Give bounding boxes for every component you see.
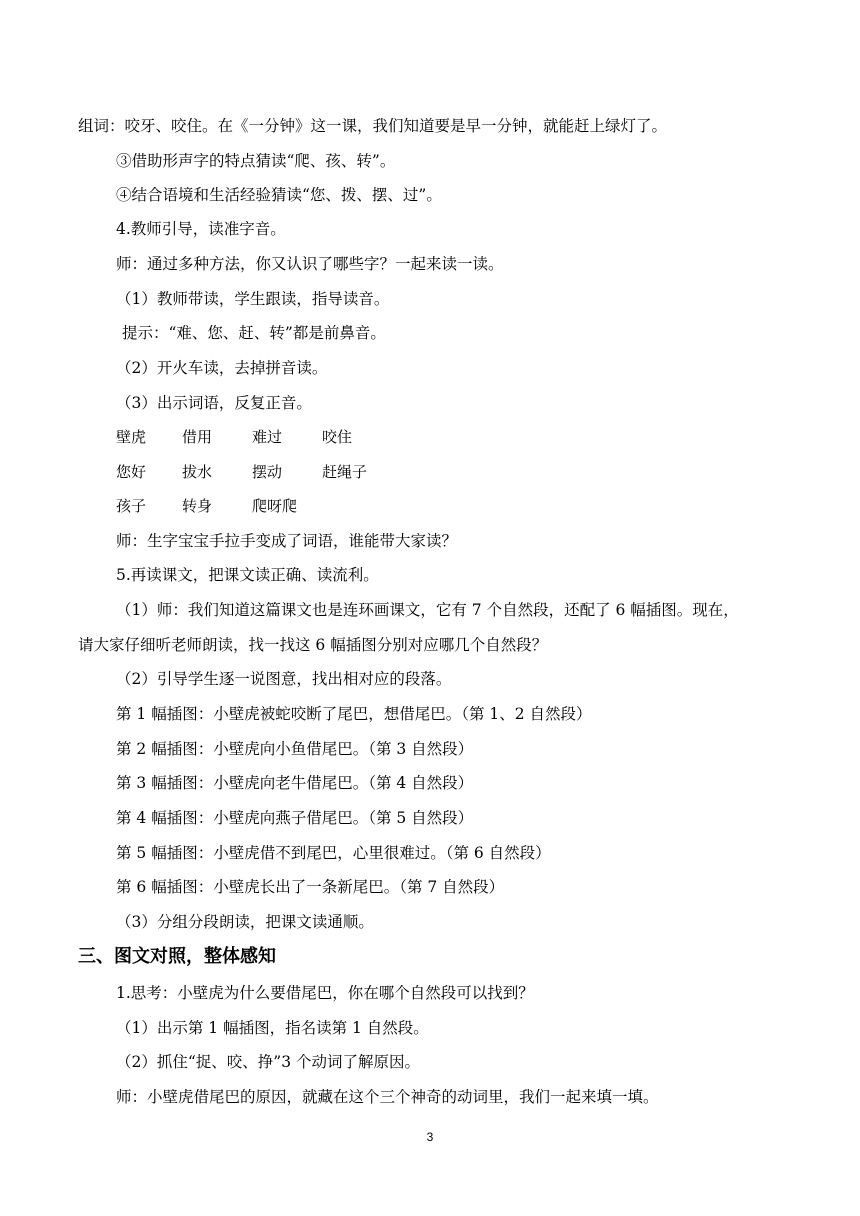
vocab-word: 转身 (182, 497, 213, 515)
vocab-word: 您好 (116, 463, 147, 481)
paragraph-line: 第 2 幅插图：小壁虎向小鱼借尾巴。（第 3 自然段） (116, 740, 474, 758)
paragraph-line: 师：生字宝宝手拉手变成了词语，谁能带大家读？ (116, 532, 458, 550)
vocab-word: 借用 (182, 428, 213, 446)
vocab-word: 爬呀爬 (252, 497, 298, 515)
paragraph-line: 提示：“难、您、赶、转”都是前鼻音。 (122, 324, 386, 342)
vocab-word: 赶绳子 (322, 463, 368, 481)
paragraph-line: 4.教师引导，读准字音。 (116, 220, 286, 238)
vocab-word: 拔水 (182, 463, 213, 481)
paragraph-line: ④结合语境和生活经验猜读“您、拨、摆、过”。 (116, 186, 442, 204)
vocab-word: 咬住 (322, 428, 353, 446)
page-number: 3 (426, 1130, 434, 1144)
paragraph-line: 第 5 幅插图：小壁虎借不到尾巴，心里很难过。（第 6 自然段） (116, 844, 551, 862)
vocab-row (116, 462, 367, 482)
paragraph-line: （2）抓住“捉、咬、挣”3 个动词了解原因。 (116, 1053, 420, 1071)
paragraph-line: 师：小壁虎借尾巴的原因，就藏在这个三个神奇的动词里，我们一起来填一填。 (116, 1088, 659, 1106)
paragraph-line: 组词：咬牙、咬住。在《一分钟》这一课，我们知道要是早一分钟，就能赶上绿灯了。 (78, 117, 668, 135)
section-heading: 三、图文对照，整体感知 (78, 946, 276, 967)
vocab-row (116, 496, 297, 516)
paragraph-line: ③借助形声字的特点猜读“爬、孩、转”。 (116, 152, 396, 170)
paragraph-line: 5.再读课文，把课文读正确、读流利。 (116, 566, 379, 584)
paragraph-line: 第 4 幅插图：小壁虎向燕子借尾巴。（第 5 自然段） (116, 809, 474, 827)
paragraph-line: （2）开火车读，去掉拼音读。 (116, 359, 328, 377)
vocab-row (116, 427, 352, 447)
paragraph-line: （1）教师带读，学生跟读，指导读音。 (116, 290, 390, 308)
paragraph-line: （3）出示词语，反复正音。 (116, 394, 312, 412)
vocab-word: 难过 (252, 428, 283, 446)
paragraph-line: 第 6 幅插图：小壁虎长出了一条新尾巴。（第 7 自然段） (116, 878, 505, 896)
paragraph-line: （1）师：我们知道这篇课文也是连环画课文，它有 7 个自然段，还配了 6 幅插图。现在， (116, 601, 739, 619)
paragraph-line: （2）引导学生逐一说图意，找出相对应的段落。 (116, 670, 452, 688)
paragraph-line: 1.思考：小壁虎为什么要借尾巴，你在哪个自然段可以找到？ (116, 984, 534, 1002)
paragraph-line: 请大家仔细听老师朗读，找一找这 6 幅插图分别对应哪几个自然段？ (78, 636, 548, 654)
paragraph-line: 师：通过多种方法，你又认识了哪些字？一起来读一读。 (116, 255, 504, 273)
vocab-word: 孩子 (116, 497, 147, 515)
paragraph-line: （1）出示第 1 幅插图，指名读第 1 自然段。 (116, 1019, 429, 1037)
paragraph-line: （3）分组分段朗读，把课文读通顺。 (116, 913, 374, 931)
paragraph-line: 第 1 幅插图：小壁虎被蛇咬断了尾巴，想借尾巴。（第 1、2 自然段） (116, 705, 592, 723)
vocab-word: 摆动 (252, 463, 283, 481)
vocab-word: 壁虎 (116, 428, 147, 446)
paragraph-line: 第 3 幅插图：小壁虎向老牛借尾巴。（第 4 自然段） (116, 774, 474, 792)
